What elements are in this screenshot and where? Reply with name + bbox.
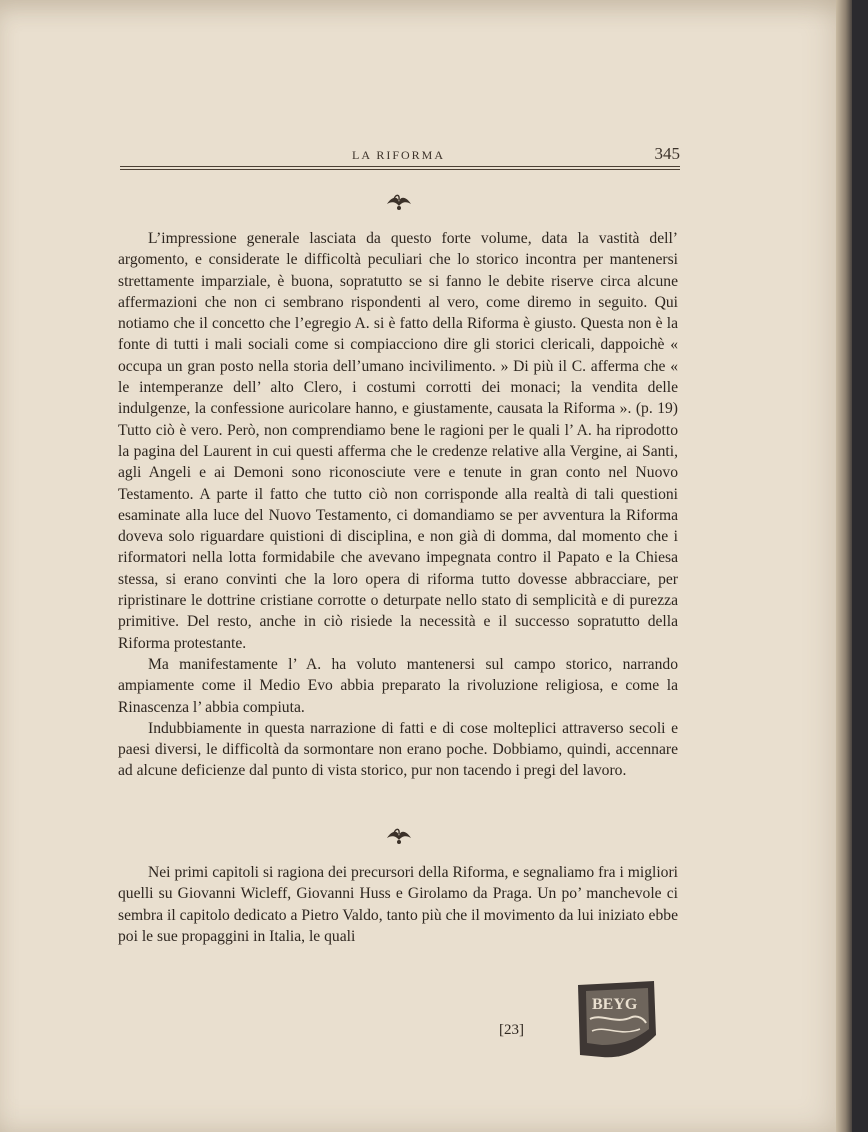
running-header	[120, 140, 680, 170]
page-edge	[836, 0, 852, 1132]
fleuron-icon	[384, 192, 414, 212]
header-rule-double	[120, 169, 680, 170]
paragraph: Ma manifestamente l’ A. ha voluto mantenersi sul campo storico, narrando ampiamente come il Medio Evo abbia preparato la rivoluzione religiosa, e come la Rinascenza l’ abbia compiuta.	[118, 655, 678, 716]
paragraph: Nei primi capitoli si ragiona dei precursori della Riforma, e segnaliamo fra i migliori quelli su Giovanni Wicleff, Giovanni Huss e Girolamo da Praga. Un po’ manchevole ci sembra il capitolo dedicato a Pietro Valdo, tanto più che il movimento da lui iniziato ebbe poi le sue propaggini in Italia, le quali	[118, 864, 678, 945]
paragraph: Indubbiamente in questa narrazione di fatti e di cose molteplici attraverso secoli e paesi diversi, le difficoltà da sormontare non erano poche. Dobbiamo, quindi, accennare ad alcune deficienze dal punto di vista storico, pur non tacendo i pregi del lavoro.	[118, 719, 678, 780]
fleuron-icon	[384, 826, 414, 846]
header-rule	[120, 166, 680, 167]
svg-text:BEYG: BEYG	[592, 996, 638, 1013]
library-stamp-icon	[572, 975, 660, 1063]
section-2-text	[118, 862, 678, 947]
page-number: 345	[654, 144, 680, 163]
paragraph: L’impressione generale lasciata da questo forte volume, data la vastità dell’ argomento, e considerate le difficoltà peculiari che lo storico incontra per mantenersi strettamente imparziale, è buona, sopratutto se si fanno le debite riserve circa alcune affermazioni che non ci sembrano rispondenti al vero, come diremo in seguito. Qui notiamo che il concetto che l’egregio A. si è fatto della Riforma è giusto. Questa non è la fonte di tutti i mali sociali come si compiacciono dire gli storici clericali, dappoichè « occupa un gran posto nella storia dell’umano incivilimento. » Di più il C. afferma che « le intemperanze dell’ alto Clero, i costumi corrotti dei monaci; la vendita delle indulgenze, la confessione auricolare hanno, e giustamente, causata la Riforma ». (p. 19) Tutto ciò è vero. Però, non comprendiamo bene le ragioni per le quali l’ A. ha riprodotto la pagina del Laurent in cui questi afferma che le credenze relative alla Vergine, ai Santi, agli Angeli e ai Demoni sono riconosciute vere e tenute in gran conto nel Nuovo Testamento. A parte il fatto che tutto ciò non corrisponde alla realtà di tali questioni esaminate alla luce del Nuovo Testamento, ci domandiamo se per avventura la Riforma doveva solo riguardare quistioni di disciplina, e non già di domma, dal momento che i riformatori nella lotta formidabile che avevano impegnata contro il Papato e la Chiesa stessa, si erano convinti che la loro opera di riforma tutto dovesse abbracciare, per ripristinare le dottrine cristiane corrotte o deturpate nello stato di semplicità e di purezza primitive. Del resto, anche in ciò risiede la necessità e il successo sopratutto della Riforma protestante.	[118, 230, 678, 652]
signature-mark: [23]	[499, 1022, 524, 1038]
section-1-text	[118, 228, 678, 782]
running-title: LA RIFORMA	[352, 148, 446, 162]
